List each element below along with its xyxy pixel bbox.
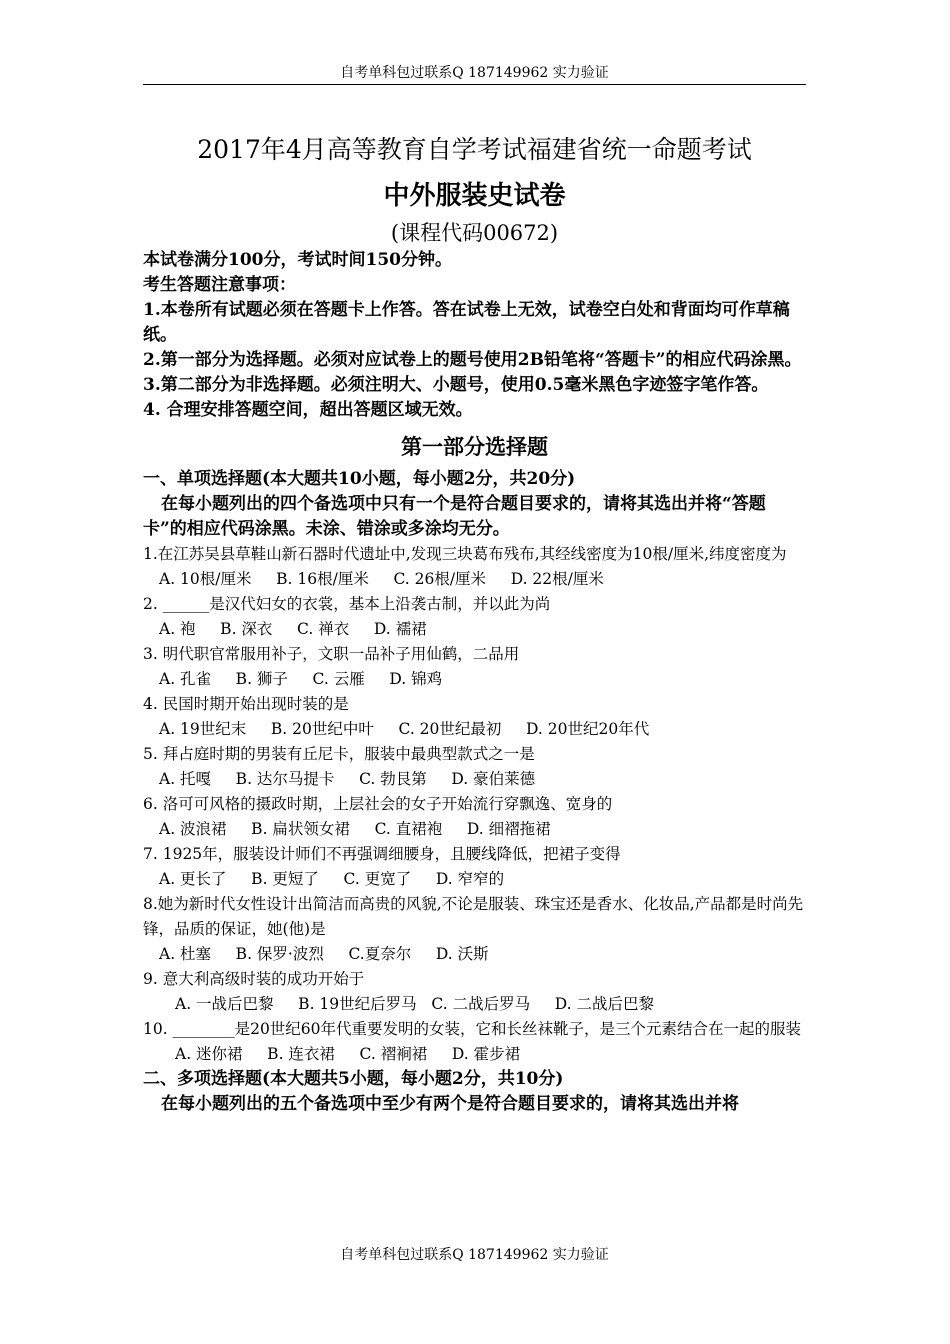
question-stem: 4. 民国时期开始出现时装的是: [143, 695, 349, 713]
question-options: A. 10根/厘米 B. 16根/厘米 C. 26根/厘米 D. 22根/厘米: [159, 570, 604, 588]
question-stem: 5. 拜占庭时期的男装有丘尼卡，服装中最典型款式之一是: [143, 745, 535, 763]
section2-instruction: 在每小题列出的五个备选项中至少有两个是符合题目要求的，请将其选出并将: [161, 1094, 739, 1114]
score-line: 本试卷满分100分，考试时间150分钟。: [143, 250, 452, 270]
question-stem: 8.她为新时代女性设计出简洁而高贵的风貌,不论是服装、珠宝还是香水、化妆品,产品都是时尚先锋，品质的保证，她(他)是: [143, 895, 804, 938]
question-options: A. 波浪裙 B. 扁状领女裙 C. 直裙袍 D. 细褶拖裙: [159, 820, 551, 838]
note-item: 3.第二部分为非选择题。必须注明大、小题号，使用0.5毫米黑色字迹签字笔作答。: [143, 375, 769, 395]
header-rule: [143, 84, 806, 85]
question-options: A. 杜塞 B. 保罗·波烈 C.夏奈尔 D. 沃斯: [159, 945, 489, 963]
question-options: A. 孔雀 B. 狮子 C. 云雁 D. 锦鸡: [159, 670, 443, 688]
page-header: 自考单科包过联系Q 187149962 实力验证: [340, 65, 609, 81]
section1-instruction: 在每小题列出的四个备选项中只有一个是符合题目要求的，请将其选出并将“答题卡”的相应代码涂黑。未涂、错涂或多涂均无分。: [143, 494, 766, 539]
question-stem: 6. 洛可可风格的摄政时期，上层社会的女子开始流行穿飘逸、宽身的: [143, 795, 613, 813]
note-item: 4. 合理安排答题空间，超出答题区域无效。: [143, 400, 473, 420]
question-stem: 10. ________是20世纪60年代重要发明的女装，它和长丝袜靴子，是三个元素结合在一起的服装: [143, 1020, 802, 1038]
note-item: 1.本卷所有试题必须在答题卡上作答。答在试卷上无效，试卷空白处和背面均可作草稿纸。: [143, 300, 790, 345]
section2-heading: 二、多项选择题(本大题共5小题，每小题2分，共10分): [143, 1069, 564, 1089]
exam-code: (课程代码00672): [390, 221, 559, 245]
question-options: A. 迷你裙 B. 连衣裙 C. 褶裥裙 D. 霍步裙: [175, 1045, 521, 1063]
question-options: A. 更长了 B. 更短了 C. 更宽了 D. 窄窄的: [159, 870, 505, 888]
section1-heading: 一、单项选择题(本大题共10小题，每小题2分，共20分): [143, 469, 576, 489]
question-options: A. 袍 B. 深衣 C. 禅衣 D. 襦裙: [159, 620, 427, 638]
exam-content: [143, 126, 806, 1117]
notes-heading: 考生答题注意事项：: [143, 275, 296, 295]
part1-title: 第一部分选择题: [401, 434, 548, 459]
question-stem: 2. ______是汉代妇女的衣裳，基本上沿袭古制，并以此为尚: [143, 595, 551, 613]
question-options: A. 一战后巴黎 B. 19世纪后罗马 C. 二战后罗马 D. 二战后巴黎: [175, 995, 654, 1013]
note-item: 2.第一部分为选择题。必须对应试卷上的题号使用2B铅笔将“答题卡”的相应代码涂黑。: [143, 350, 802, 370]
question-stem: 1.在江苏吴县草鞋山新石器时代遗址中,发现三块葛布残布,其经线密度为10根/厘米,纬度密度为: [143, 545, 787, 563]
question-options: A. 19世纪末 B. 20世纪中叶 C. 20世纪最初 D. 20世纪20年代: [159, 720, 650, 738]
question-stem: 3. 明代职官常服用补子，文职一品补子用仙鹤，二品用: [143, 645, 520, 663]
question-stem: 9. 意大利高级时装的成功开始于: [143, 970, 365, 988]
exam-subject: 中外服装史试卷: [383, 181, 566, 211]
question-options: A. 托嘎 B. 达尔马提卡 C. 勃艮第 D. 豪伯莱德: [159, 770, 536, 788]
page-footer: 自考单科包过联系Q 187149962 实力验证: [340, 1247, 609, 1263]
exam-title: 2017年4月高等教育自学考试福建省统一命题考试: [197, 135, 752, 164]
question-stem: 7. 1925年，服装设计师们不再强调细腰身，且腰线降低，把裙子变得: [143, 845, 621, 863]
